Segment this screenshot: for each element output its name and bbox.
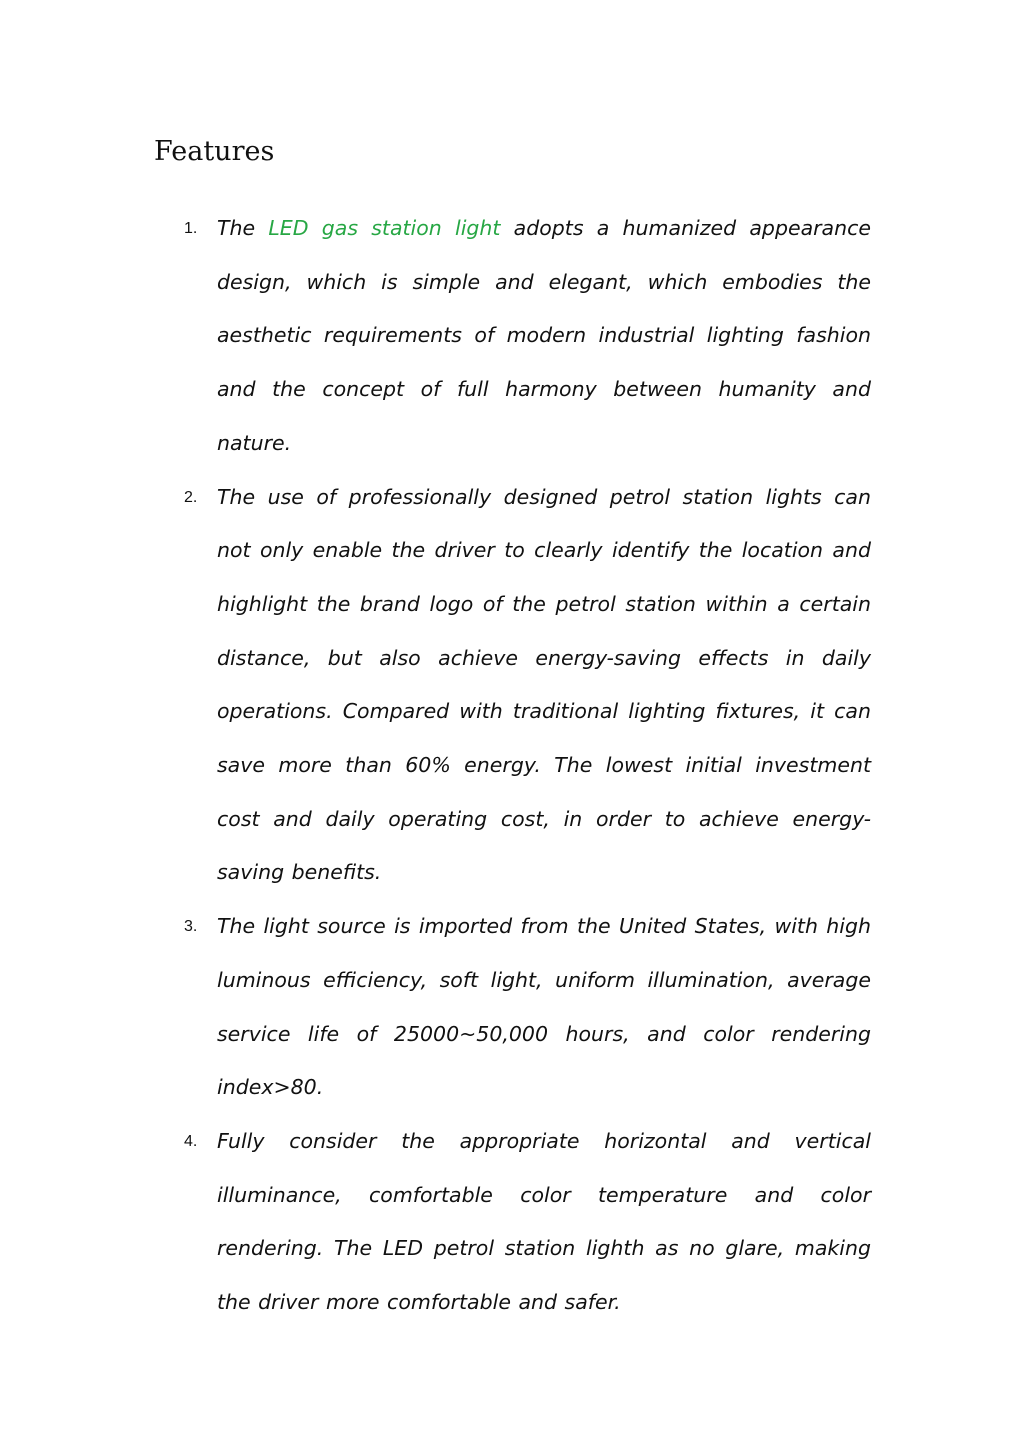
highlighted-term: LED gas station light xyxy=(268,216,501,240)
text-segment: The xyxy=(217,216,269,240)
feature-text: The use of professionally designed petrol station lights can not only enable the driver to clearly identify the location and highlight the brand logo of the petrol station within a certain distance, but also achieve energy-saving effects in daily operations. Compared with traditional lighting fixtures, it can save more than 60% energy. The lowest initial investment cost and daily operating cost, in order to achieve energy-saving benefits. xyxy=(217,484,871,885)
list-number: 3. xyxy=(184,918,198,936)
text-segment: adopts a humanized appearance design, which is simple and elegant, which embodies the aesthetic requirements of modern industrial lighting fashion and the concept of full harmony between humanity and nature. xyxy=(217,216,871,455)
feature-item-3 xyxy=(0,900,1024,1115)
feature-item-2 xyxy=(0,471,1024,901)
feature-text xyxy=(217,202,871,471)
feature-item-4 xyxy=(0,1115,1024,1330)
section-heading: Features xyxy=(154,136,275,167)
feature-text: The light source is imported from the United States, with high luminous efficiency, soft light, uniform illumination, average service life of 25000~50,000 hours, and color rendering index>80. xyxy=(217,914,871,1100)
feature-item-1 xyxy=(0,202,1024,471)
feature-text: Fully consider the appropriate horizontal and vertical illuminance, comfortable color temperature and color rendering. The LED petrol station lighth as no glare, making the driver more comfortable and safer. xyxy=(217,1128,871,1315)
list-number: 2. xyxy=(184,488,198,506)
feature-list xyxy=(0,202,1024,1330)
list-number: 4. xyxy=(184,1132,198,1150)
list-number: 1. xyxy=(184,220,198,237)
